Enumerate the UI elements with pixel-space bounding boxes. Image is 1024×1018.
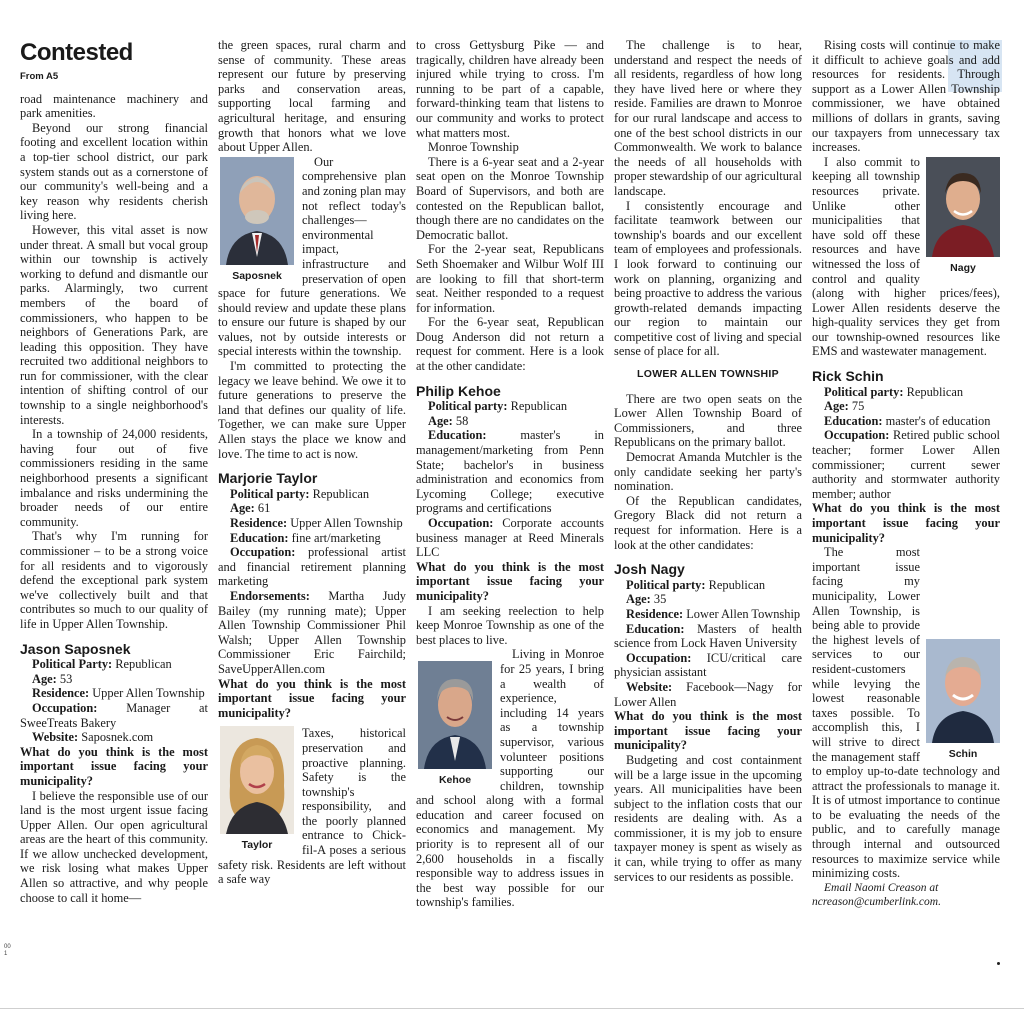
subhead: Monroe Township [428,140,519,155]
field-label: Political party: [428,399,508,414]
paragraph: I consistently encourage and facilitate teamwork between our township's boards and our excellent team of employees and professionals. I look forward to continuing our work on planning, organizing and being proactive to address the various growth-related demands impacting our region to maintain our competitive cost of living and special sense of place for all. [614,198,802,359]
paragraph: to cross Gettysburg Pike — and tragically, children have already been injured while trying to cross. I'm running to be part of a capable, forward-thinking team that listens to our community and works to protect what matters most. [416,38,604,140]
bottom-rule [0,1008,1024,1009]
paragraph: I also commit to keeping all township resources private. Unlike other municipalities that have sold off these resources and have witnessed the loss of control and quality (along with higher prices/fees), Lower Allen residents deserve the high-quality services they get from our township-owned resources like EMS and wastewater management. [812,154,1000,359]
field-label: Political party: [230,486,310,501]
portrait-image [926,157,1000,257]
question: What do you think is the most important issue facing your municipality? [416,559,604,603]
column-1 [20,38,208,905]
paragraph: There is a 6-year seat and a 2-year seat open on the Monroe Township Board of Supervisors, and both are contested on the Republican ballot, though there are no candidates on the Democratic ballot. [416,154,604,242]
field-value: 61 [257,501,271,516]
field-value: professional artist and financial retirement planning marketing [218,545,406,589]
field-label: Residence: [32,686,90,701]
field-label: Residence: [626,606,684,621]
field-label: Age: [32,671,57,686]
paragraph: The most important issue facing my municipality, Lower Allen Township, is being able to provide the highest levels of services to our resident-customers while levying the lowest reasonable taxes possible. To accomplish this, I will strive to direct the management staff to employ up-to-date technology and attract the professionals to manage it. It is of utmost importance to continue to be evaluating the needs of the public, and to carefully manage through internal and outsourced resources to maximize service while minimizing costs. [812,545,1000,881]
field-value: Facebook—Nagy for Lower Allen [614,679,802,709]
field-label: Education: [824,413,883,428]
field-value: Masters of health science from Lock Haven University [614,621,802,651]
candidate-photo-schin [926,639,1000,762]
portrait-image [220,726,294,834]
field-value: ICU/critical care physician assistant [614,650,802,680]
candidate-name: Josh Nagy [614,561,685,578]
field-label: Age: [824,399,849,414]
candidate-photo-saposnek [220,157,294,284]
jump-line: From A5 [20,71,59,82]
field-value: master's of education [885,413,991,428]
field-label: Residence: [230,516,288,530]
paragraph: In a township of 24,000 residents, having four out of five commissioners residing in the same neighborhood presents a significant imbalance and risks undermining the broader needs of our entire community. [20,427,208,529]
field-label: Occupation: [824,428,890,443]
byline-email: Email Naomi Creason at ncreason@cumberlink.com. [812,881,941,909]
field-label: Occupation: [626,650,692,665]
paragraph: Of the Republican candidates, Gregory Black did not return a request for information. Here is a look at the other candidates: [614,493,802,552]
column-2 [218,38,406,887]
photo-caption: Saposnek [232,269,282,282]
dot-mark [997,962,1000,965]
field-label: Education: [428,428,487,443]
paragraph: For the 6-year seat, Republican Doug Anderson did not return a request for comment. Here is a look at the other candidate: [416,315,604,374]
headline: Contested [20,39,133,66]
page-marker: 00 1 [4,944,11,957]
field-value: Upper Allen Township [92,686,205,701]
field-label: Website: [32,730,79,745]
portrait-image [418,661,492,769]
paragraph: I am seeking reelection to help keep Monroe Township as one of the best places to live. [416,603,604,647]
paragraph: There are two open seats on the Lower Allen Township Board of Commissioners, and three Republicans on the primary ballot. [614,391,802,450]
field-label: Age: [230,501,255,516]
question: What do you think is the most important issue facing your municipality? [20,744,208,788]
field-value: Republican [708,577,766,592]
paragraph: Taxes, historical preservation and proactive planning. Safety is the township's responsibility, and the poorly planned entrance to Chick-fil-A poses a serious safety risk. Residents are left without a safe way [218,726,406,887]
paragraph: I believe the responsible use of our land is the most urgent issue facing Upper Allen. Our open agricultural areas are the heart of this community. If we allow unchecked development, we risk losing what makes Upper Allen so attractive, and why people choose to call it home— [20,788,208,905]
field-value: Republican [906,384,964,399]
candidate-name: Philip Kehoe [416,382,501,399]
field-label: Occupation: [230,545,296,560]
portrait-image [926,639,1000,743]
paragraph: road maintenance machinery and park amenities. [20,91,208,121]
field-value: Upper Allen Township [290,516,403,530]
field-value: 58 [455,413,469,428]
field-value: 53 [59,671,73,686]
photo-caption: Schin [948,748,978,761]
photo-caption: Taylor [241,839,273,852]
paragraph: Living in Monroe for 25 years, I bring a wealth of experience, including 14 years as a township supervisor, various volunteer positions supporting our children, township and school along with a formal education and career focused on economics and management. My priority is to represent all of our 2,600 households in a fiscally responsible way to address issues in the best way possible for our township's families. [416,647,604,910]
paragraph: Beyond our strong financial footing and excellent location within a top-tier school district, our park system stands out as a cornerstone of our community's well-being and a key reason why residents cherish living here. [20,120,208,223]
field-value: Lower Allen Township [686,606,801,621]
field-value: Saposnek.com [81,730,154,745]
column-5 [812,38,1000,910]
paragraph: The challenge is to hear, understand and respect the needs of all residents, regardless of how long they have lived here or where they reside. Families are drawn to Monroe for our rural landscape and access to one of the best school districts in our Commonwealth. We work to balance the needs of all households with proper stewardship of our agricultural landscape. [614,38,802,198]
paragraph: That's why I'm running for commissioner – to be a strong voice for all residents and to vigorously defend the exceptional park system we've collectively built and that contributes so much to our quality of life in Upper Allen Township. [20,529,208,631]
field-label: Endorsements: [230,588,310,603]
field-label: Occupation: [428,516,494,530]
field-label: Age: [428,413,453,428]
question: What do you think is the most important issue facing your municipality? [812,501,1000,545]
candidate-name: Jason Saposnek [20,640,131,657]
field-value: Corporate accounts business manager at Reed Minerals LLC [416,516,604,560]
paragraph: Democrat Amanda Mutchler is the only candidate seeking her party's nomination. [614,450,802,494]
paragraph: However, this vital asset is now under threat. A small but vocal group within our township is actively working to defund and dismantle our parks. Alarmingly, two current members of the board of commissioners, who happen to be neighbors of Generations Park, are leading this opposition. They have recruited two additional neighbors to run for commissioner, with the clear intention of shifting control of our township to a single neighborhood's interests. [20,222,208,427]
photo-caption: Kehoe [438,774,472,787]
field-label: Age: [626,592,651,607]
field-label: Political party: [824,384,904,399]
field-value: Manager at SweeTreats Bakery [20,700,208,730]
column-4 [614,38,802,884]
field-value: 35 [653,592,667,607]
portrait-image [220,157,294,265]
question: What do you think is the most important issue facing your municipality? [614,709,802,753]
field-value: master's in management/marketing from Penn State; bachelor's in business administration and economics from Lycoming College; executive programs and certifications [416,428,604,516]
candidate-photo-nagy [926,157,1000,276]
paragraph: Budgeting and cost containment will be a large issue in the upcoming years. All municipalities have been subject to the inflation costs that our residents are dealing with. As a commissioner, it is my job to ensure taxpayer money is spent as wisely as it can, while trying to offer as many services to our residents as possible. [614,752,802,884]
field-label: Occupation: [32,700,98,715]
field-value: fine art/marketing [291,530,381,545]
photo-caption: Nagy [950,261,976,274]
question: What do you think is the most important issue facing your municipality? [218,676,406,720]
field-label: Political party: [626,577,706,592]
paragraph: For the 2-year seat, Republicans Seth Shoemaker and Wilbur Wolf III are looking to fill that short-term seat. Neither responded to a request for information. [416,242,604,315]
field-label: Education: [626,621,685,636]
field-value: Martha Judy Bailey (my running mate); Upper Allen Township Commissioner Phil Walsh; Upper Allen Township Commissioner Eric Fairchild; SaveUpperAllen.com [218,588,406,676]
field-value: Republican [115,657,172,672]
field-value: Retired public school teacher; former Lower Allen commissioner; current sewer authority and stormwater authority member; author [812,428,1000,501]
field-value: Republican [312,486,370,501]
field-label: Website: [626,679,673,694]
paragraph: the green spaces, rural charm and sense of community. These areas represent our future by preserving parks and conservation areas, supporting local farming and agricultural heritage, and ensuring growth that honors what we love about Upper Allen. [218,38,406,155]
candidate-name: Rick Schin [812,368,884,385]
candidate-photo-taylor [220,726,294,853]
field-label: Education: [230,530,289,545]
paragraph: I'm committed to protecting the legacy we leave behind. We owe it to future generations to preserve the land that defines our quality of life. Together, we can make sure Upper Allen stays the place we know and love. The time to act is now. [218,359,406,461]
field-label: Political Party: [32,657,113,672]
field-value: 75 [851,399,865,414]
section-heading: LOWER ALLEN TOWNSHIP [637,368,779,381]
field-value: Republican [510,399,568,414]
paragraph: Our comprehensive plan and zoning plan may not reflect today's challenges—environmental impact, infrastructure and preservation of open space for future generations. We should review and update these plans to ensure our future is shaped by our values, not by outside interests or special interests within the township. [218,154,406,359]
candidate-photo-kehoe [418,661,492,788]
column-3 [416,38,604,910]
paragraph: Rising costs will continue to make it difficult to achieve goals and add resources for residents. Through support as a Lower Allen Township commissioner, we have obtained millions of dollars in grants, saving our taxpayers from unnecessary tax increases. [812,38,1000,155]
candidate-name: Marjorie Taylor [218,470,318,487]
